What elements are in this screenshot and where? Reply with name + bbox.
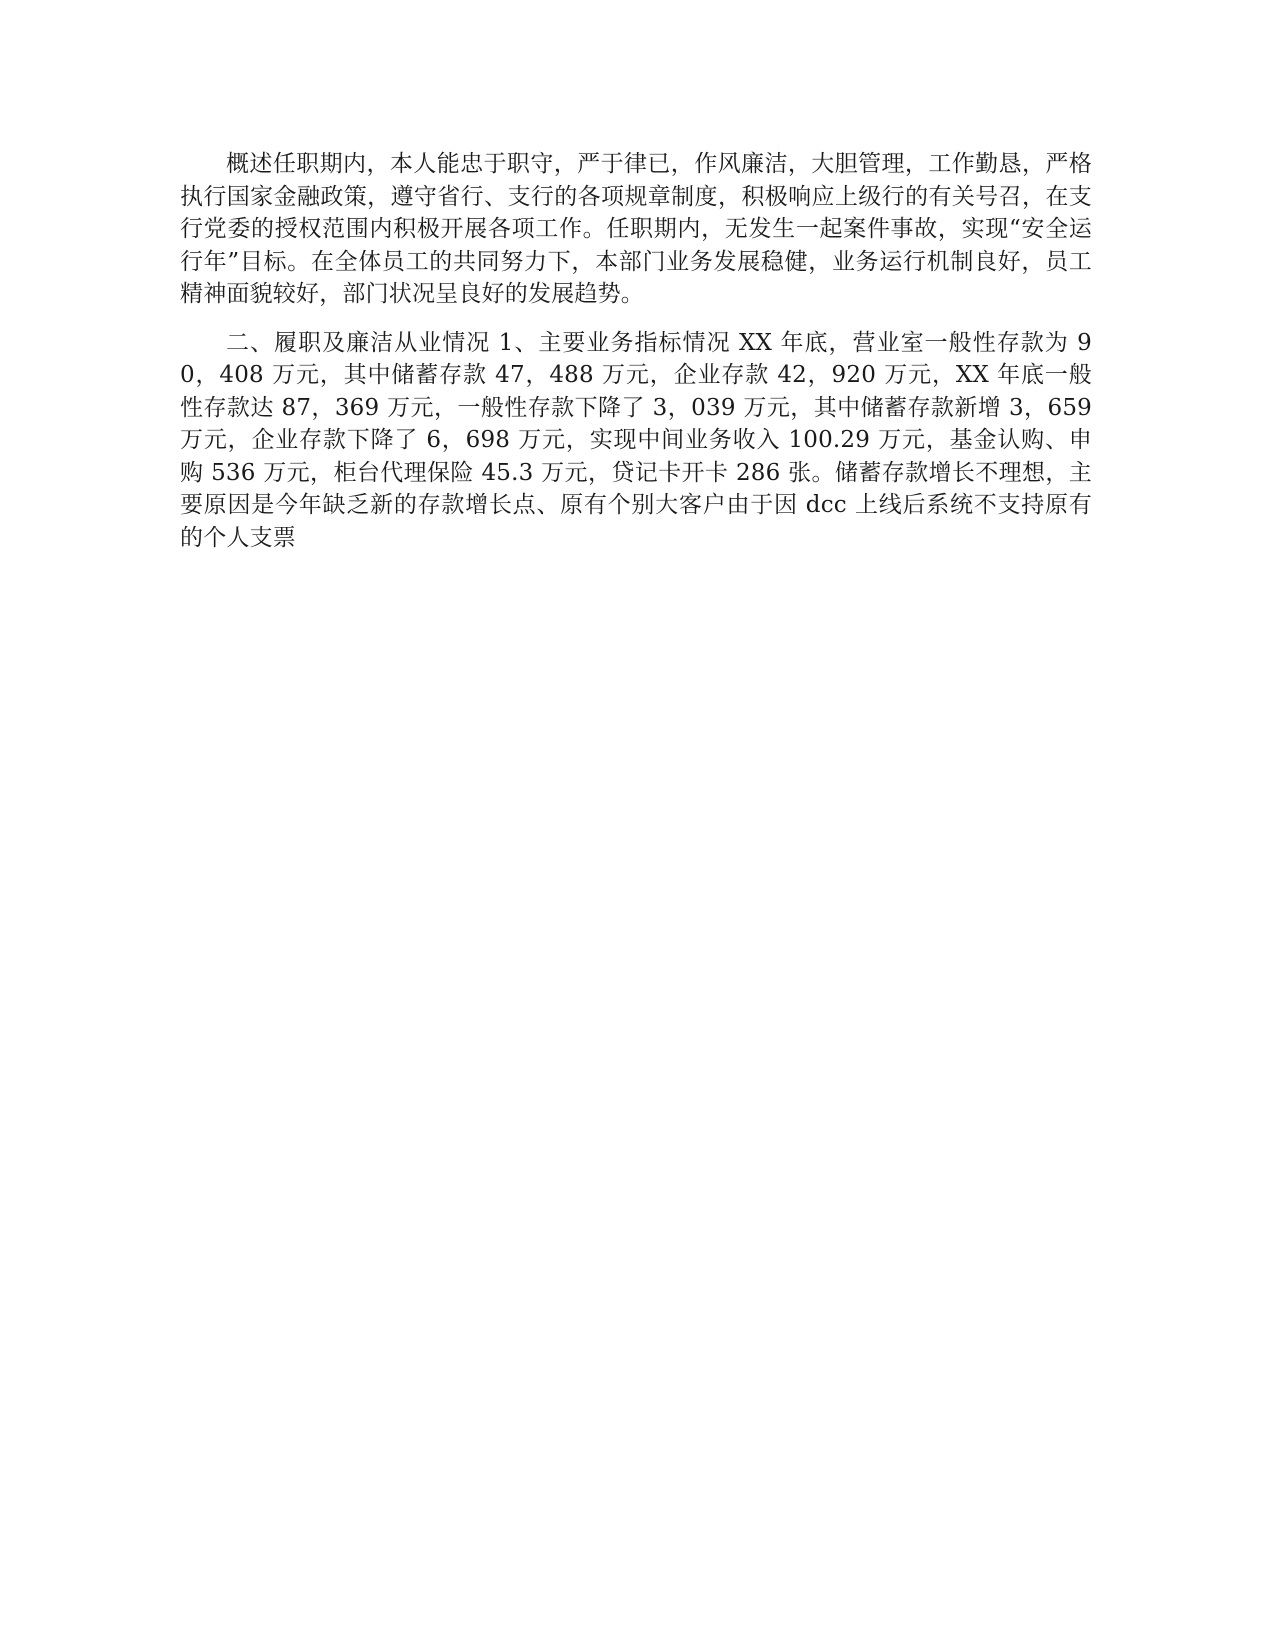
paragraph-summary: 概述任职期内，本人能忠于职守，严于律已，作风廉洁，大胆管理，工作勤恳，严格执行国家金融政策，遵守省行、支行的各项规章制度，积极响应上级行的有关号召，在支行党委的授权范围内积极开展各项工作。任职期内，无发生一起案件事故，实现“安全运行年”目标。在全体员工的共同努力下，本部门业务发展稳健，业务运行机制良好，员工精神面貌较好，部门状况呈良好的发展趋势。 [180, 151, 1092, 307]
paragraph-performance: 二、履职及廉洁从业情况 1、主要业务指标情况 XX 年底，营业室一般性存款为 90，408 万元，其中储蓄存款 47，488 万元，企业存款 42，920 万元，XX 年底一般性存款达 87，369 万元，一般性存款下降了 3，039 万元，其中储蓄存款新增 3，659 万元，企业存款下降了 6，698 万元，实现中间业务收入 100.29 万元，基金认购、申购 536 万元，柜台代理保险 45.3 万元，贷记卡开卡 286 张。储蓄存款增长不理想，主要原因是今年缺乏新的存款增长点、原有个别大客户由于因 dcc 上线后系统不支持原有的个人支票 [180, 329, 1092, 551]
document-body [180, 148, 1092, 554]
